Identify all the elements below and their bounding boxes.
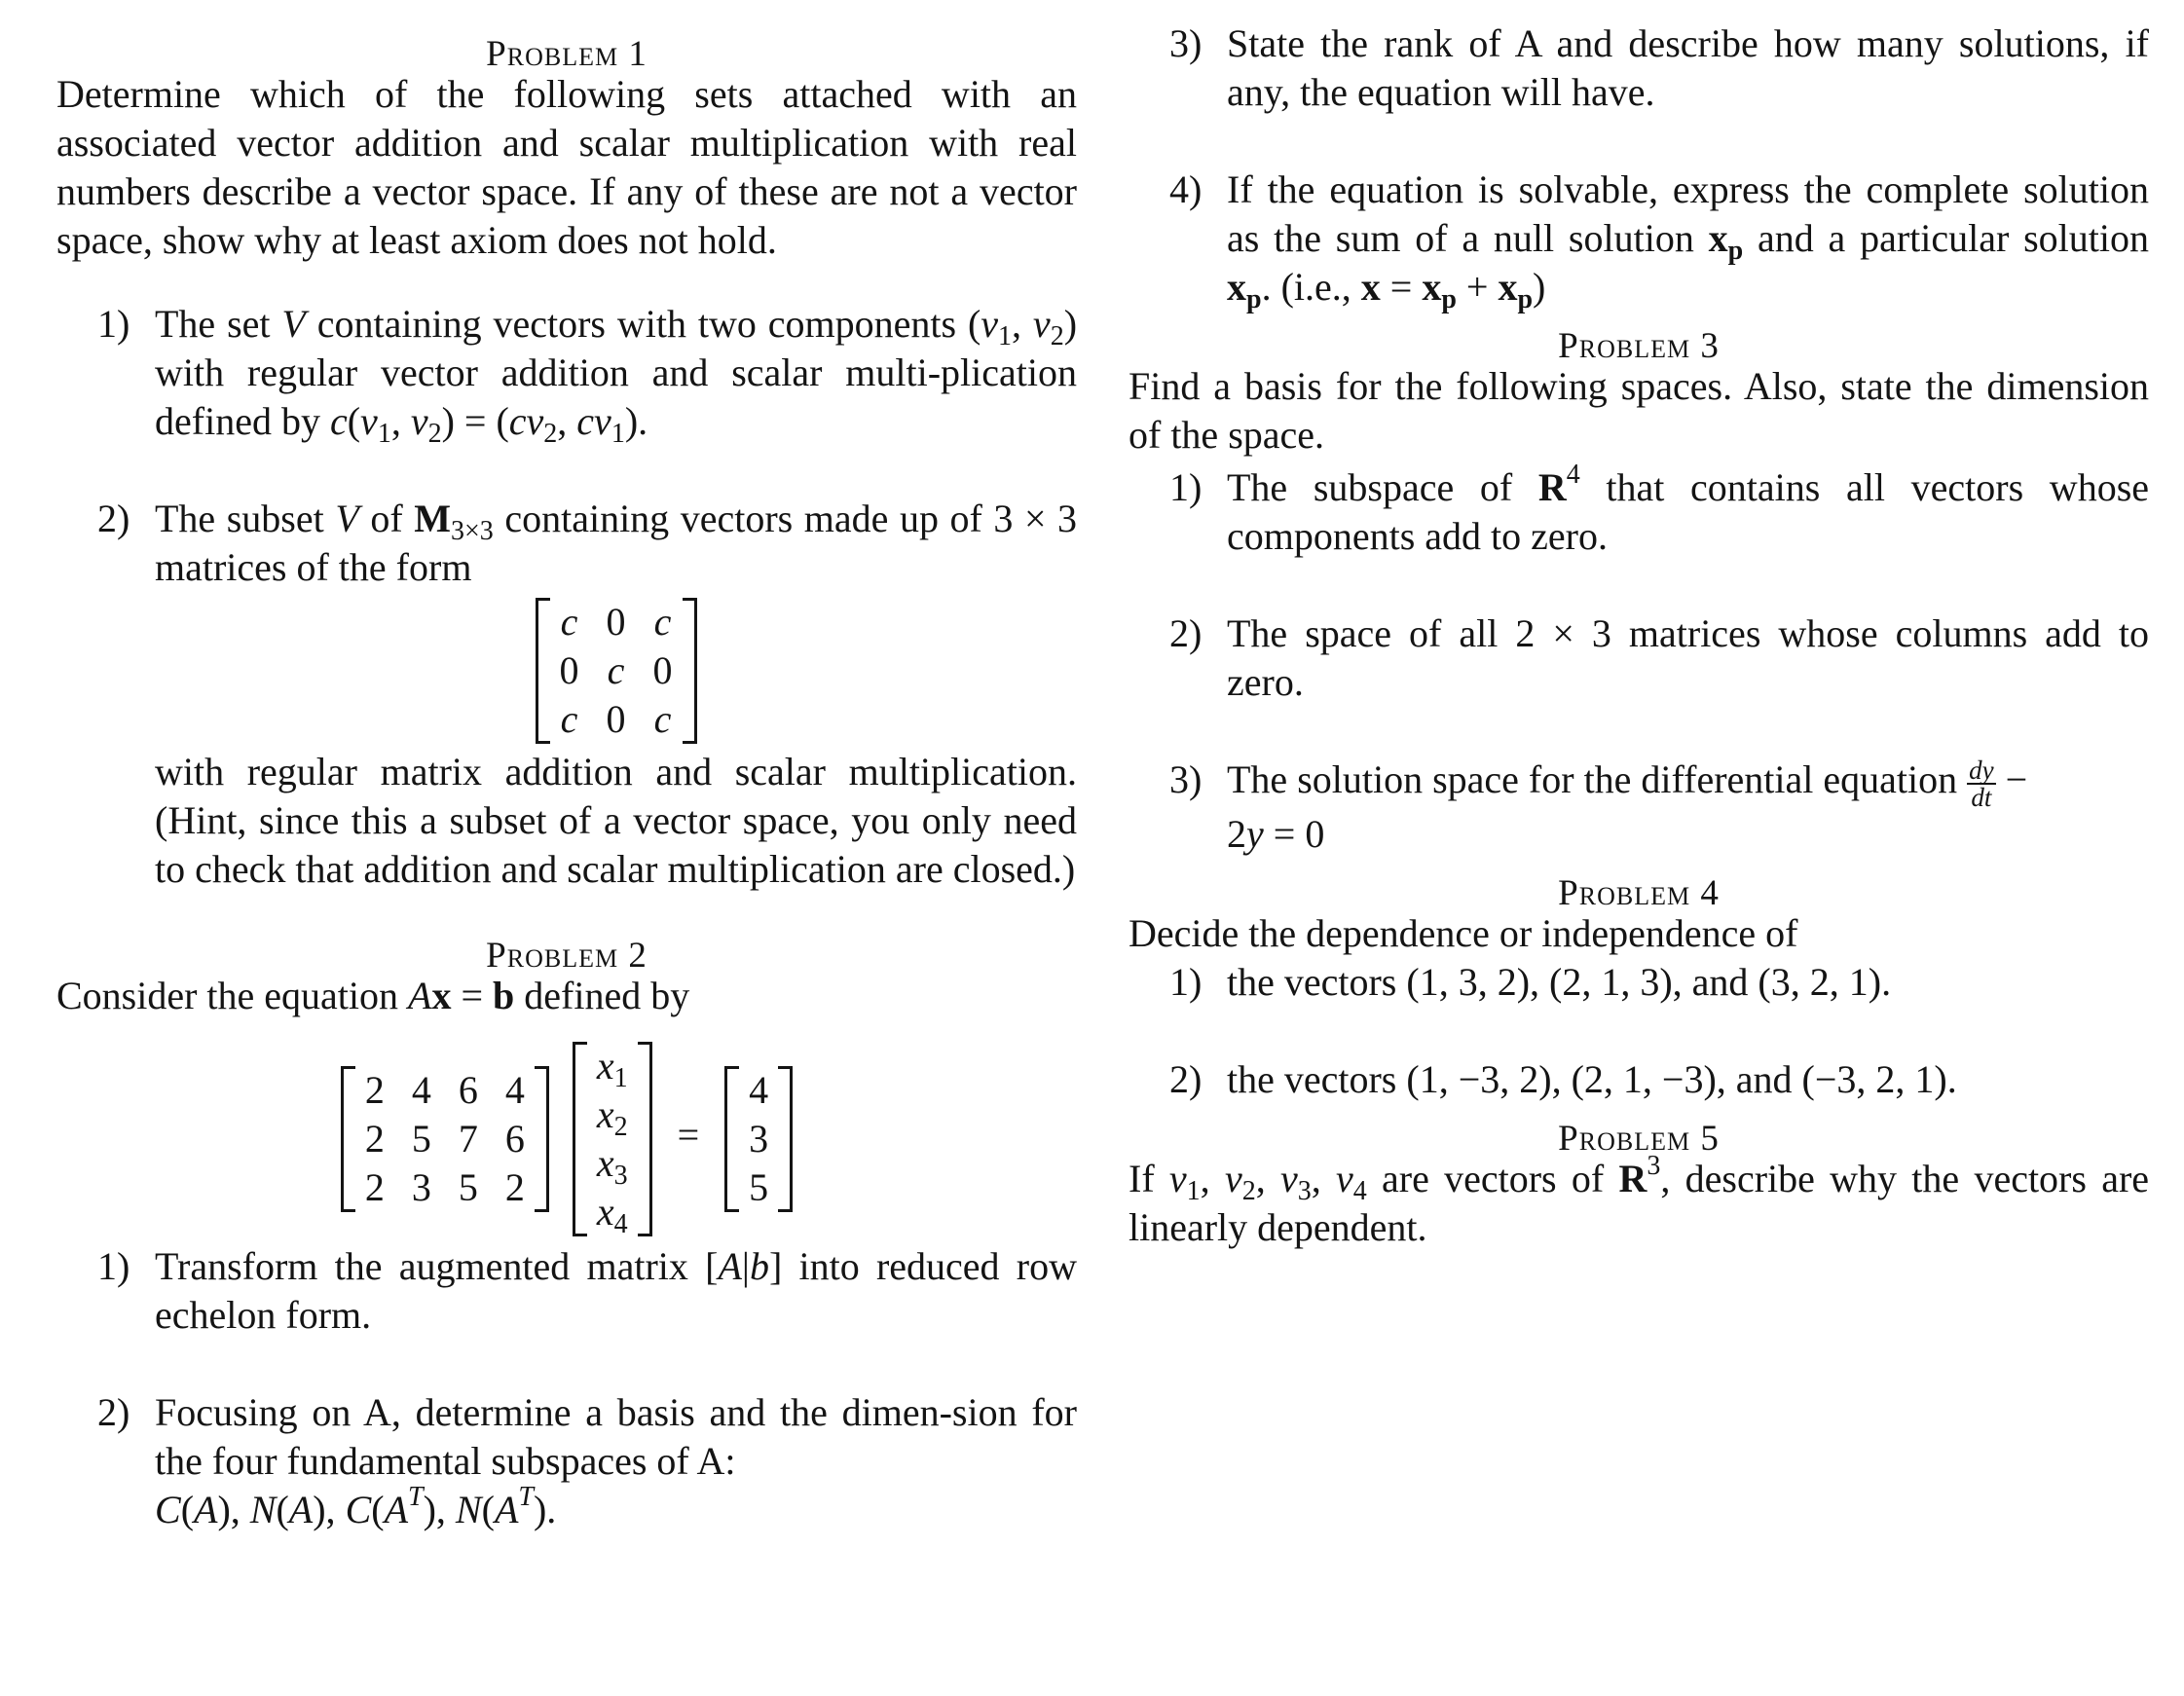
problem-4-intro: Decide the dependence or independence of xyxy=(1129,910,1798,955)
problem-1-intro: Determine which of the following sets attached with an associated vector addition and scalar multiplication with real numbers describe a vector space. If any of these are not a vector space, show why at least axiom does not hold. xyxy=(56,72,1077,262)
vector-x: $x_1$ $x_2$ $x_3$ $x_4$ xyxy=(573,1042,652,1236)
problem-3-item-3: 3) The solution space for the differential equation $\frac{dy}{dt}$ − 2y = 0 xyxy=(1169,755,2028,856)
problem-3-item-2: 2) The space of all 2 × 3 matrices whose columns add to zero. xyxy=(1169,611,2149,704)
problem-2-item-2: 2) Focusing on A, determine a basis and the dimen-sion for the four fundamental subspaces of A: C(A), N(A), $C(A^T)$, $N(A^T)$. xyxy=(97,1390,1077,1531)
problem-1-item-1: 1) The set V containing vectors with two components ($v_1$, $v_2$) with regular vector addition and scalar multi-plication defined by $c(v_1$, $v_2) = (cv_2$, $cv_1$). xyxy=(97,302,1078,449)
problem-2-intro: Consider the equation Ax = b defined by xyxy=(56,974,690,1017)
left-column xyxy=(56,19,1077,1534)
problem-2-equation: 2 4 6 4 2 5 7 6 2 3 5 2 $x_1$ $x_2$ $x_3$ $x_4$ = 4 3 5 xyxy=(56,1042,1077,1236)
right-column xyxy=(1129,19,2149,1252)
problem-3-item-1: 1) The subspace of $R^4$ that contains all vectors whose components add to zero. xyxy=(1169,460,2150,558)
problem-1-matrix: c 0 c 0 c 0 c 0 c xyxy=(56,598,1077,744)
problem-1-title: Problem 1 xyxy=(486,34,648,74)
problem-1-item-2: 2) The subset V of $M_{3\times 3}$ containing vectors made up of 3 × 3 matrices of the form xyxy=(97,497,1078,589)
problem-1-item-2-after: with regular matrix addition and scalar multiplication. (Hint, since this a subset of a vector space, you only need to check that addition and scalar multiplication are closed.) xyxy=(155,750,1077,891)
problem-4-title: Problem 4 xyxy=(1558,872,1720,913)
problem-2-item-1: 1) Transform the augmented matrix [A|b] into reduced row echelon form. xyxy=(97,1244,1077,1337)
problem-4-item-1: 1) the vectors (1, 3, 2), (2, 1, 3), and (3, 2, 1). xyxy=(1169,959,1892,1004)
problem-5-text: If $v_1$, $v_2$, $v_3$, $v_4$ are vectors of $R^3$, describe why the vectors are linearly dependent. xyxy=(1129,1150,2150,1249)
problem-5-title: Problem 5 xyxy=(1558,1118,1720,1159)
problem-2-item-3: 3) State the rank of A and describe how many solutions, if any, the equation will have. xyxy=(1169,21,2149,114)
matrix-a: 2 4 6 4 2 5 7 6 2 3 5 2 xyxy=(341,1066,549,1212)
vector-b: 4 3 5 xyxy=(724,1066,793,1212)
problem-3-title: Problem 3 xyxy=(1558,326,1720,366)
problem-4-item-2: 2) the vectors (1, −3, 2), (2, 1, −3), and (−3, 2, 1). xyxy=(1169,1056,1957,1101)
problem-2-item-4: 4) If the equation is solvable, express the complete solution as the sum of a null solution $x_p$ and a particular solution $x_p$. (i.e., $x = x_p + x_p$) xyxy=(1169,167,2150,314)
problem-3-intro: Find a basis for the following spaces. Also, state the dimension of the space. xyxy=(1129,364,2149,457)
problem-2-title: Problem 2 xyxy=(486,936,648,976)
